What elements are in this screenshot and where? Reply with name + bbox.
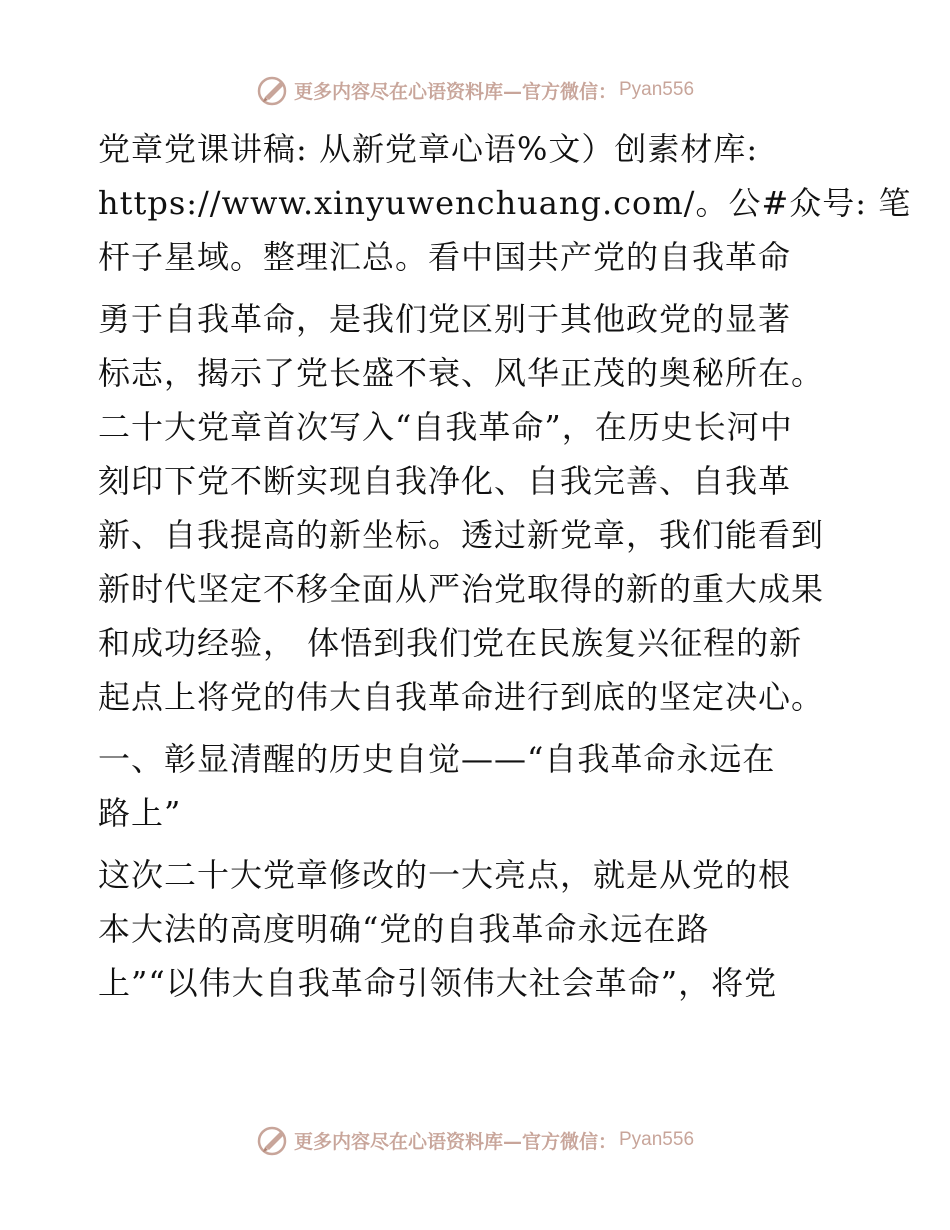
section-heading-1 [98, 732, 858, 840]
text-line: 新时代坚定不移全面从严治党取得的新的重大成果 [98, 570, 825, 608]
pen-logo-icon [256, 73, 290, 107]
text-line: 杆子星域。整理汇总。看中国共产党的自我革命 [98, 238, 792, 276]
text-line: 起点上将党的伟大自我革命进行到底的坚定决心。 [98, 678, 825, 716]
footer-banner-handle: Pyan556 [619, 1129, 695, 1150]
text-line: 这次二十大党章修改的一大亮点，就是从党的根 [98, 856, 792, 894]
text-line: 和成功经验， 体悟到我们党在民族复兴征程的新 [98, 624, 803, 662]
text-line: 上”“以伟大自我革命引领伟大社会革命”，将党 [98, 964, 778, 1002]
footer-banner-text: 更多内容尽在心语资料库—官方微信： [293, 1130, 617, 1153]
header-banner [0, 70, 950, 110]
document-body [98, 122, 912, 1010]
pen-logo-icon [256, 1123, 290, 1157]
text-line: 党章党课讲稿: 从新党章心语%文）创素材库: [98, 130, 759, 168]
text-line: 刻印下党不断实现自我净化、自我完善、自我革 [98, 462, 792, 500]
footer-banner [0, 1120, 950, 1160]
heading-line: 路上” [98, 794, 182, 832]
text-line: 标志，揭示了党长盛不衰、风华正茂的奥秘所在。 [98, 354, 825, 392]
text-line: https://www.xinyuwenchuang.com/。公#众号: 笔 [98, 184, 912, 222]
header-banner-text: 更多内容尽在心语资料库—官方微信： [293, 80, 617, 103]
paragraph-self-revolution [98, 292, 858, 724]
paragraph-highlight [98, 848, 858, 1010]
text-line: 二十大党章首次写入“自我革命”，在历史长河中 [98, 408, 793, 446]
heading-line: 一、彰显清醒的历史自觉——“自我革命永远在 [98, 740, 776, 778]
header-banner-handle: Pyan556 [619, 79, 695, 100]
text-line: 勇于自我革命，是我们党区别于其他政党的显著 [98, 300, 792, 338]
paragraph-intro [98, 122, 912, 284]
text-line: 新、自我提高的新坐标。透过新党章，我们能看到 [98, 516, 825, 554]
text-line: 本大法的高度明确“党的自我革命永远在路 [98, 910, 710, 948]
